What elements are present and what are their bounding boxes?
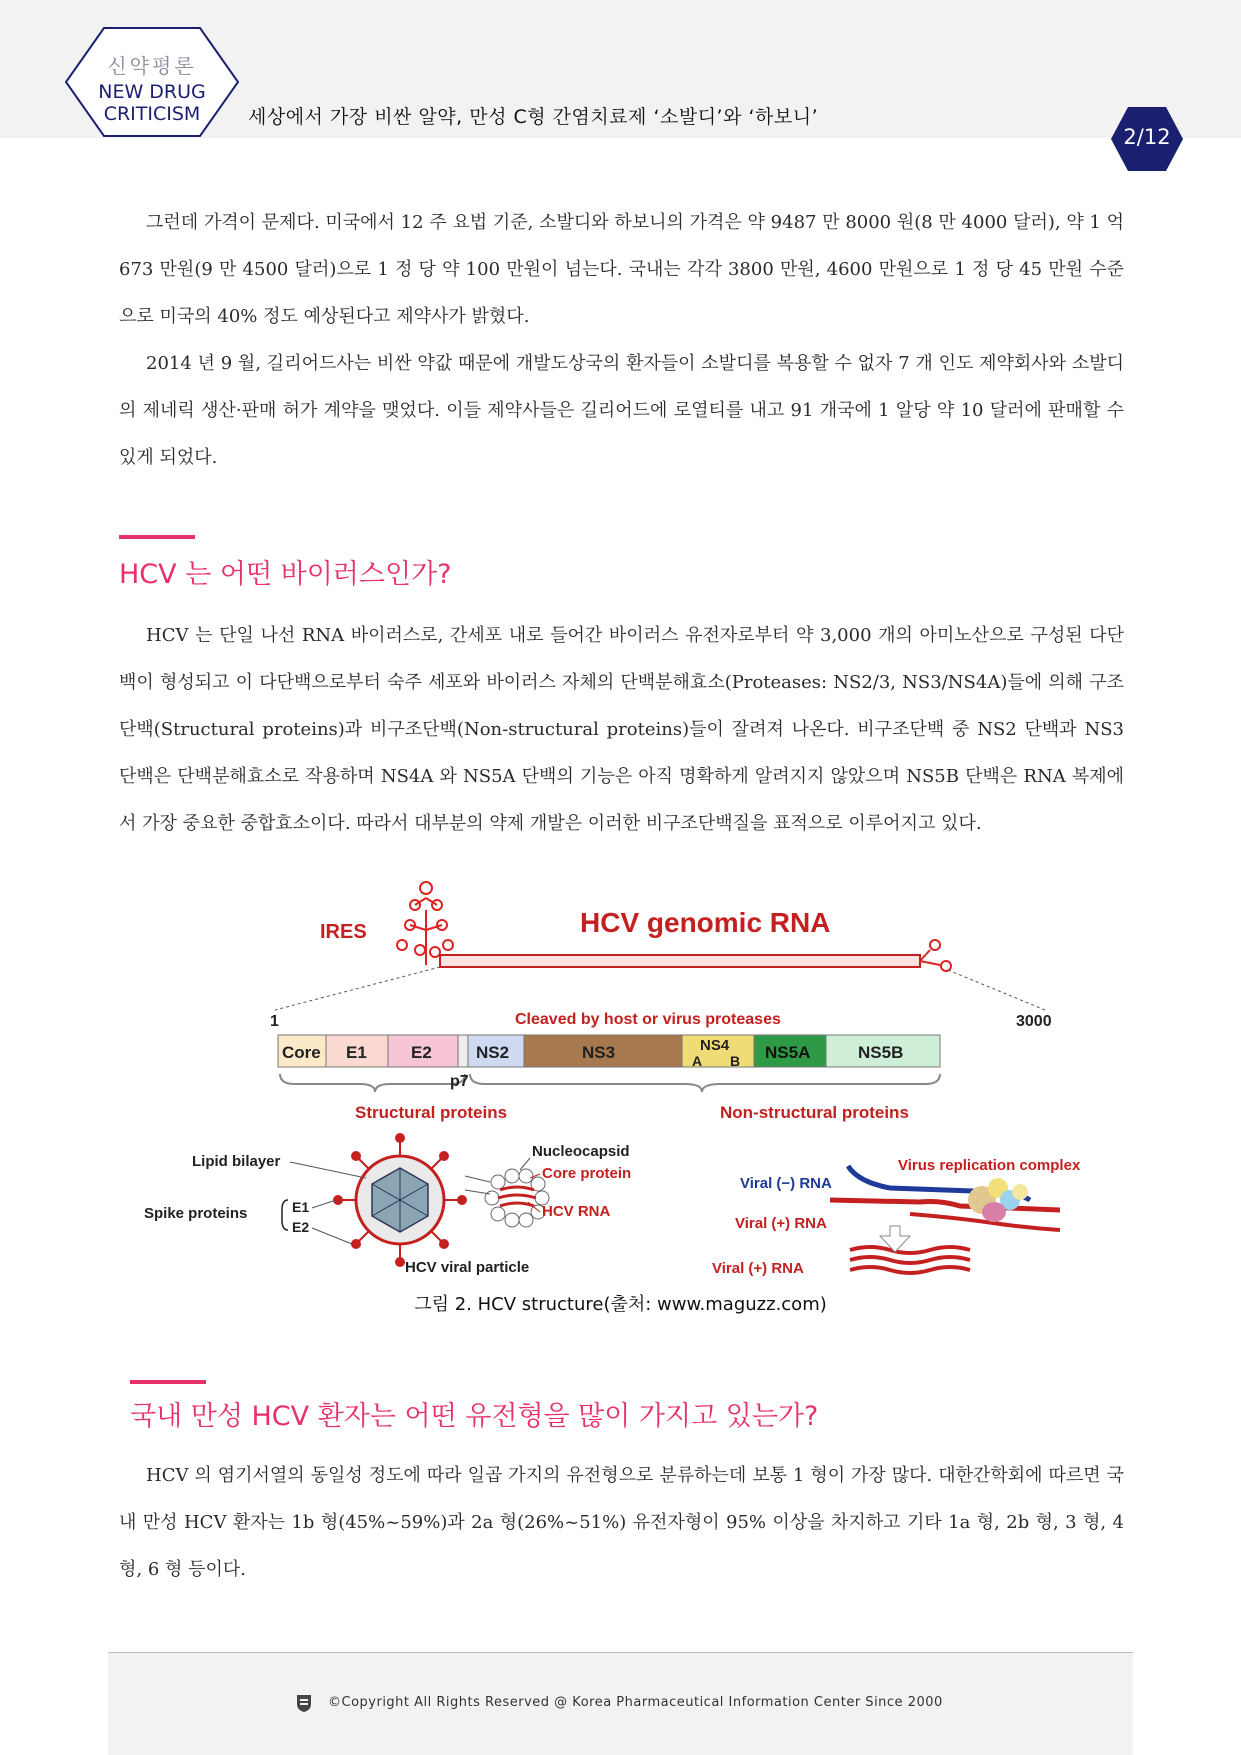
nucleocapsid-label-leader [520, 1158, 530, 1170]
structural-bracket [280, 1074, 465, 1092]
lipid-bilayer-leader [290, 1162, 366, 1178]
viral-minus-rna-label: Viral (−) RNA [740, 1175, 832, 1192]
section-accent-bar [119, 535, 195, 539]
virus-replication-complex-label: Virus replication complex [898, 1157, 1081, 1174]
polyprotein-start-label: 1 [270, 1013, 279, 1030]
hcv-rna-label: HCV RNA [542, 1203, 611, 1220]
paragraph-price: 그런데 가격이 문제다. 미국에서 12 주 요법 기준, 소발디와 하보니의 가격은 약 9487 만 8000 원(8 만 4000 달러), 약 1 억 673 만원(9 만 4500 달러)으로 1 정 당 약 100 만원이 넘는다. 국내는 각각 3800 만원, 4600 만원으로 1 정 당 45 만원 수준으로 미국의 40% 정도 예상된다고 제약사가 밝혔다. [119, 212, 1124, 327]
page-number-badge [1110, 106, 1184, 172]
polyprotein-end-label: 3000 [1016, 1013, 1052, 1030]
ires-stem-loop-graphic [397, 882, 453, 965]
spike-e2-label: E2 [292, 1219, 310, 1235]
section-title-hcv: HCV 는 어떤 바이러스인가? [119, 559, 452, 590]
hcv-structure-diagram [130, 870, 1110, 1280]
core-protein-label: Core protein [542, 1165, 632, 1182]
nucleocapsid-leader-a [465, 1176, 490, 1182]
footer [108, 1652, 1133, 1755]
logo-korean-text: 신약평론 [107, 54, 197, 78]
logo [64, 26, 240, 136]
segment-ns5a-label: NS5A [765, 1043, 811, 1062]
segment-ns5b-label: NS5B [858, 1043, 904, 1062]
segment-e2-label: E2 [411, 1043, 432, 1062]
replication-complex-graphic [830, 1166, 1060, 1273]
nucleocapsid-label: Nucleocapsid [532, 1143, 630, 1160]
figure-caption: 그림 2. HCV structure(출처: www.maguzz.com) [414, 1294, 827, 1315]
spike-bracket [282, 1200, 288, 1230]
paragraph-genotype: HCV 의 염기서열의 동일성 정도에 따라 일곱 가지의 유전형으로 분류하는데 보통 1 형이 가장 많다. 대한간학회에 따르면 국내 만성 HCV 환자는 1b 형(45%~59%)과 2a 형(26%~51%) 유전자형이 95% 이상을 차지하고 기타 1a 형, 2b 형, 3 형, 4 형, 6 형 등이다. [119, 1465, 1124, 1580]
spike-proteins-label: Spike proteins [144, 1205, 248, 1222]
document-title: 세상에서 가장 비싼 알약, 만성 C형 간염치료제 ‘소발디’와 ‘하보니’ [248, 106, 819, 128]
logo-english-line1: NEW DRUG [98, 81, 206, 103]
segment-ns4a-label: A [692, 1053, 703, 1069]
nonstructural-proteins-label: Non-structural proteins [720, 1103, 909, 1122]
copyright-text: ©Copyright All Rights Reserved @ Korea Pharmaceutical Information Center Since 2000 [328, 1695, 943, 1710]
ires-label: IRES [320, 921, 367, 943]
hcv-structure-figure [130, 870, 1110, 1280]
segment-ns4b-label: B [730, 1053, 741, 1069]
segment-ns4-label: NS4 [700, 1037, 730, 1054]
nucleocapsid-graphic [485, 1169, 549, 1227]
lipid-bilayer-label: Lipid bilayer [192, 1153, 281, 1170]
nucleocapsid-leader-b [465, 1190, 490, 1194]
projection-line-left [275, 967, 440, 1010]
section-title-genotype: 국내 만성 HCV 환자는 어떤 유전형을 많이 가지고 있는가? [130, 1401, 819, 1432]
shield-icon [294, 1693, 314, 1713]
nonstructural-bracket [470, 1074, 940, 1092]
segment-ns3-label: NS3 [582, 1043, 616, 1062]
logo-english-line2: CRITICISM [103, 103, 201, 125]
hcv-viral-particle-label: HCV viral particle [405, 1259, 530, 1276]
spike-e1-label: E1 [292, 1199, 310, 1215]
projection-line-right [948, 970, 1045, 1010]
segment-ns2-label: NS2 [476, 1043, 510, 1062]
page-number: 2/12 [1123, 125, 1171, 149]
structural-proteins-label: Structural proteins [355, 1103, 508, 1122]
genomic-rna-label: HCV genomic RNA [580, 907, 831, 938]
spike-e1-leader [312, 1200, 336, 1208]
3prime-loop-graphic [920, 940, 951, 971]
segment-e1-label: E1 [346, 1043, 367, 1062]
p7-label: p7 [450, 1073, 469, 1090]
viral-plus-rna-label-2: Viral (+) RNA [712, 1260, 804, 1277]
spike-e2-leader [312, 1228, 352, 1244]
genomic-rna-strand [440, 955, 920, 967]
viral-plus-rna-label-1: Viral (+) RNA [735, 1215, 827, 1232]
hcv-viral-particle-graphic [333, 1133, 467, 1267]
paragraph-generic-license: 2014 년 9 월, 길리어드사는 비싼 약값 때문에 개발도상국의 환자들이 소발디를 복용할 수 없자 7 개 인도 제약회사와 소발디의 제네릭 생산·판매 허가 계약을 맺었다. 이들 제약사들은 길리어드에 로열티를 내고 91 개국에 1 알당 약 10 달러에 판매할 수 있게 되었다. [119, 353, 1124, 468]
segment-p7 [458, 1035, 468, 1067]
cleaved-by-proteases-label: Cleaved by host or virus proteases [515, 1011, 781, 1028]
section-accent-bar [130, 1380, 206, 1384]
segment-core-label: Core [282, 1043, 321, 1062]
paragraph-hcv-description: HCV 는 단일 나선 RNA 바이러스로, 간세포 내로 들어간 바이러스 유전자로부터 약 3,000 개의 아미노산으로 구성된 다단백이 형성되고 이 다단백으로부터 숙주 세포와 바이러스 자체의 단백분해효소(Proteases: NS2/3, NS3/NS4A)들에 의해 구조단백(Structural proteins)과 비구조단백(Non-structural proteins)들이 잘려져 나온다. 비구조단백 중 NS2 단백과 NS3 단백은 단백분해효소로 작용하며 NS4A 와 NS5A 단백의 기능은 아직 명확하게 알려지지 않았으며 NS5B 단백은 RNA 복제에서 가장 중요한 중합효소이다. 따라서 대부분의 약제 개발은 이러한 비구조단백질을 표적으로 이루어지고 있다. [119, 625, 1124, 834]
